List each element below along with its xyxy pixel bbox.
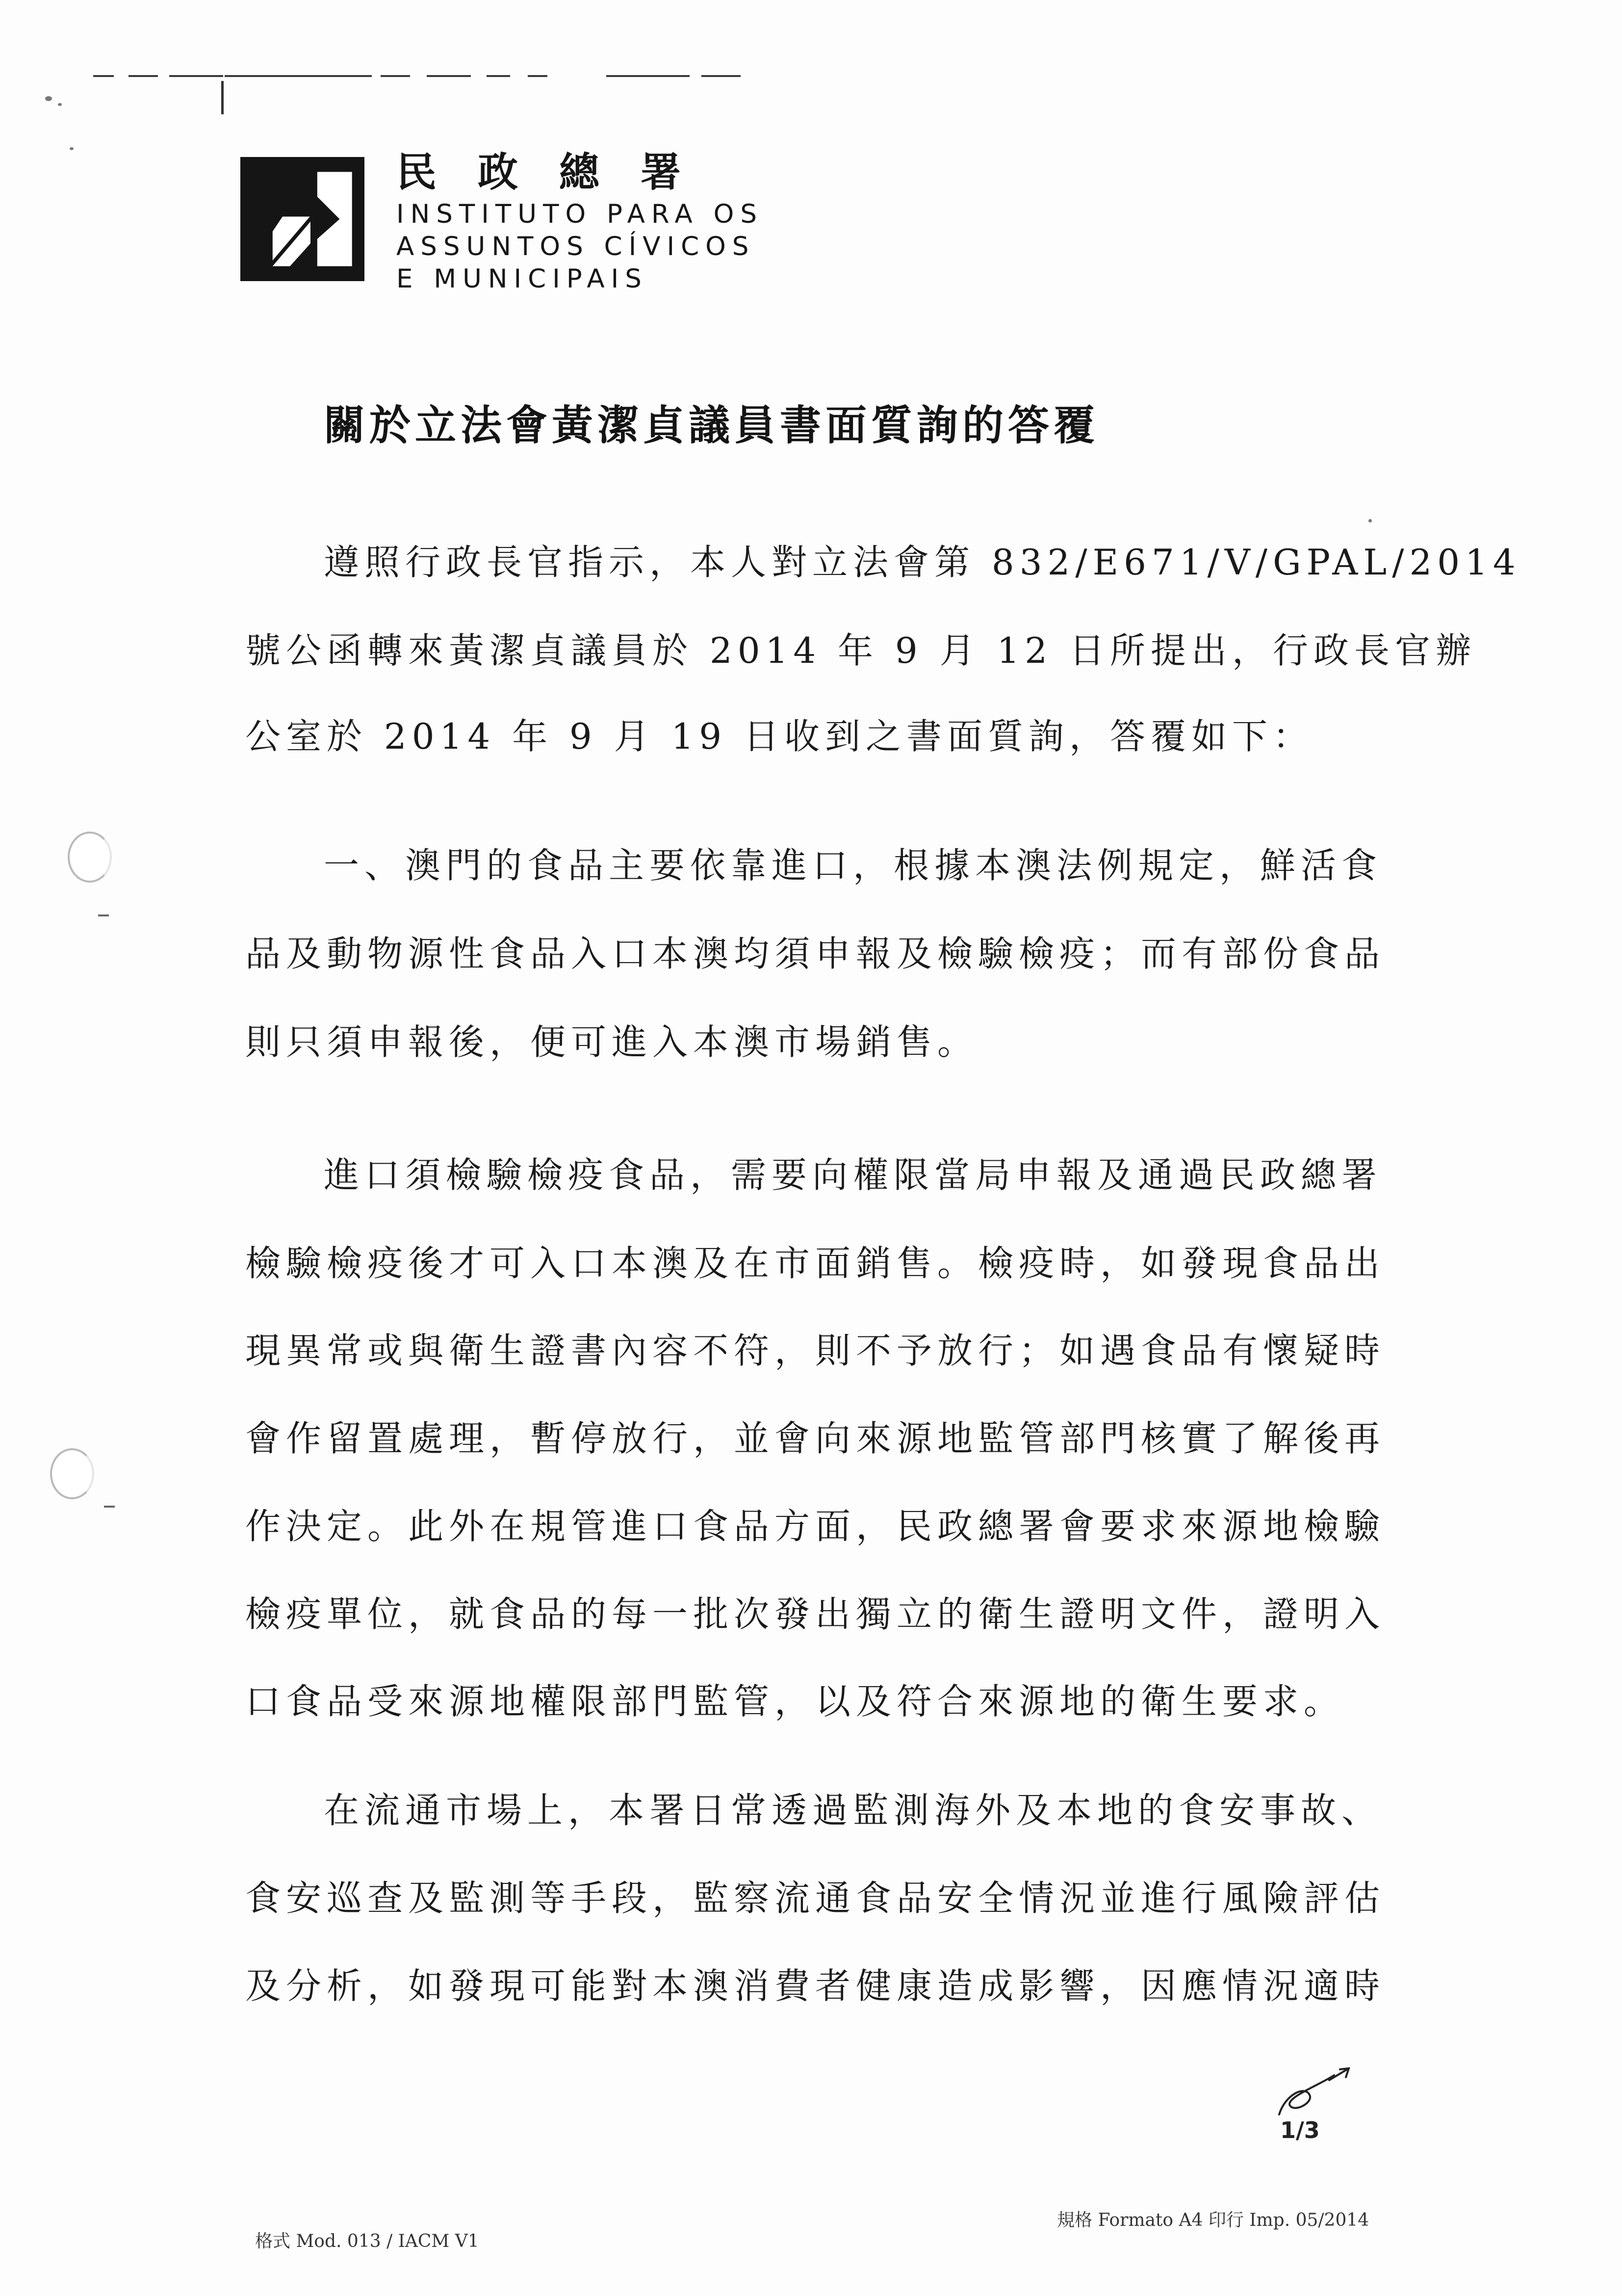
org-name-pt-line2: ASSUNTOS CÍVICOS (396, 232, 755, 261)
scan-speck (70, 147, 74, 150)
scan-mark (129, 75, 158, 77)
paragraph2-line: 口食品受來源地權限部門監管，以及符合來源地的衛生要求。 (245, 1681, 1345, 1722)
org-name-pt-line1: INSTITUTO PARA OS (396, 199, 763, 229)
scan-mark (93, 75, 114, 77)
scan-mark (606, 75, 690, 77)
paragraph2-line: 檢疫單位，就食品的每一批次發出獨立的衛生證明文件，證明入 (245, 1593, 1386, 1635)
scan-mark (98, 914, 109, 916)
intro-line: 遵照行政長官指示，本人對立法會第 832/E671/V/GPAL/2014 (324, 542, 1521, 583)
paragraph3-line: 食安巡查及監測等手段，監察流通食品安全情況並進行風險評估 (245, 1878, 1386, 1919)
document-title: 關於立法會黃潔貞議員書面質詢的答覆 (324, 401, 1100, 449)
scan-speck (1368, 519, 1372, 522)
paragraph3-line: 及分析，如發現可能對本澳消費者健康造成影響，因應情況適時 (245, 1965, 1386, 2007)
paragraph2-line: 作決定。此外在規管進口食品方面，民政總署會要求來源地檢驗 (245, 1506, 1386, 1547)
scan-mark (701, 75, 741, 77)
scan-mark (381, 75, 410, 77)
paragraph2-line: 會作留置處理，暫停放行，並會向來源地監管部門核實了解後再 (245, 1418, 1386, 1459)
paragraph3-line: 在流通市場上，本署日常透過監測海外及本地的食安事故、 (324, 1790, 1383, 1831)
page-number: 1/3 (1280, 2117, 1320, 2143)
scan-speck (45, 96, 52, 101)
scan-mark (104, 1506, 115, 1508)
signature-icon (1275, 2065, 1359, 2124)
scan-mark (169, 75, 223, 77)
section1-line: 一、澳門的食品主要依靠進口，根據本澳法例規定，鮮活食 (324, 845, 1383, 886)
form-code: 格式 Mod. 013 / IACM V1 (255, 2231, 479, 2251)
punch-hole (50, 1448, 94, 1499)
punch-hole (68, 832, 112, 883)
org-name-pt-line3: E MUNICIPAIS (396, 264, 648, 294)
scan-speck (58, 103, 62, 106)
scan-mark (528, 75, 547, 77)
section1-line: 則只須申報後，便可進入本澳市場銷售。 (245, 1021, 978, 1063)
org-name-block (396, 147, 769, 295)
paragraph2-line: 現異常或與衛生證書內容不符，則不予放行；如遇食品有懷疑時 (245, 1330, 1386, 1371)
scan-mark (487, 75, 510, 77)
scan-mark (427, 75, 471, 77)
scan-mark (225, 75, 372, 77)
paragraph2-line: 檢驗檢疫後才可入口本澳及在市面銷售。檢疫時，如發現食品出 (245, 1243, 1386, 1284)
org-name-cn: 民政總署 (396, 149, 722, 196)
section1-line: 品及動物源性食品入口本澳均須申報及檢驗檢疫；而有部份食品 (245, 933, 1386, 974)
intro-line: 號公函轉來黃潔貞議員於 2014 年 9 月 12 日所提出，行政長官辦 (245, 630, 1476, 671)
paragraph2-line: 進口須檢驗檢疫食品，需要向權限當局申報及通過民政總署 (324, 1154, 1383, 1196)
intro-line: 公室於 2014 年 9 月 19 日收到之書面質詢，答覆如下： (245, 716, 1313, 757)
iacm-logo-icon (240, 157, 364, 281)
scan-mark (221, 81, 224, 114)
paper-format: 規格 Formato A4 印行 Imp. 05/2014 (1057, 2210, 1369, 2230)
